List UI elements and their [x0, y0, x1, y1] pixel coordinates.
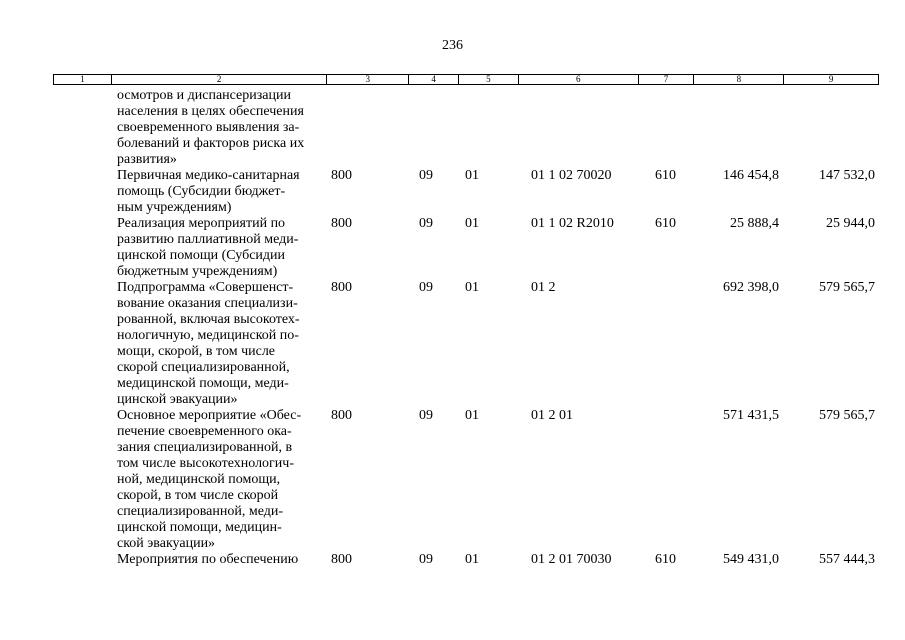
row-c6: 01 2 [531, 280, 556, 295]
row-c7: 610 [655, 552, 676, 567]
row-c9: 147 532,0 [819, 168, 875, 183]
table-body [53, 88, 879, 568]
row-c8: 692 398,0 [723, 280, 779, 295]
row-name: Первичная медико-санитарная помощь (Субсидии бюджет- ным учреждениям) [117, 168, 300, 215]
header-col-6: 6 [519, 75, 639, 84]
row-c4: 09 [419, 552, 433, 567]
header-col-9: 9 [828, 74, 834, 84]
table-row [53, 88, 879, 168]
row-name: Мероприятия по обеспечению [117, 552, 299, 567]
row-c9: 579 565,7 [819, 280, 875, 295]
row-name: Подпрограмма «Совершенст- вование оказания специализи- рованной, включая высокотех- нологичную, медицинской по- мощи, скорой, в том числе скорой специализированной, медицинской помощи, меди- цинской эвакуации» [117, 280, 300, 407]
row-c4: 09 [419, 280, 433, 295]
header-col-4: 4 [409, 75, 459, 84]
row-c4: 09 [419, 408, 433, 423]
row-c9: 25 944,0 [826, 216, 875, 231]
row-name: Реализация мероприятий по развитию паллиативной меди- цинской помощи (Субсидии бюджетным учреждениям) [117, 216, 299, 279]
header-col-1: 1 [54, 75, 112, 84]
row-c6: 01 2 01 70030 [531, 552, 612, 567]
row-c5: 01 [465, 552, 479, 567]
row-c5: 01 [465, 408, 479, 423]
row-c9: 579 565,7 [819, 408, 875, 423]
header-col-8: 8 [694, 75, 784, 84]
row-name: Основное мероприятие «Обес- печение своевременного ока- зания специализированной, в том числе высокотехнологич- ной, медицинской помощи, скорой, в том числе скорой специализированной, меди- цинской помощи, медицин- ской эвакуации» [117, 408, 302, 551]
row-c3: 800 [331, 280, 352, 295]
row-c4: 09 [419, 168, 433, 183]
row-c3: 800 [331, 408, 352, 423]
row-c6: 01 1 02 70020 [531, 168, 612, 183]
header-col-5: 5 [459, 75, 519, 84]
row-c8: 146 454,8 [723, 168, 779, 183]
row-c6: 01 2 01 [531, 408, 573, 423]
row-c9: 557 444,3 [819, 552, 875, 567]
table-row [53, 408, 879, 552]
header-col-3: 3 [327, 75, 409, 84]
row-c5: 01 [465, 280, 479, 295]
table-row [53, 168, 879, 216]
row-c3: 800 [331, 168, 352, 183]
row-c8: 549 431,0 [723, 552, 779, 567]
row-c8: 25 888,4 [730, 216, 779, 231]
row-c7: 610 [655, 168, 676, 183]
page-number: 236 [442, 38, 463, 53]
row-c5: 01 [465, 216, 479, 231]
table-row [53, 552, 879, 568]
row-c7: 610 [655, 216, 676, 231]
row-c3: 800 [331, 216, 352, 231]
row-c3: 800 [331, 552, 352, 567]
row-c6: 01 1 02 R2010 [531, 216, 614, 231]
table-row [53, 280, 879, 408]
row-c4: 09 [419, 216, 433, 231]
row-c8: 571 431,5 [723, 408, 779, 423]
table-header [53, 74, 879, 85]
table-row [53, 216, 879, 280]
row-name: осмотров и диспансеризации населения в целях обеспечения своевременного выявления за- болеваний и факторов риска их развития» [117, 88, 305, 167]
header-col-7: 7 [639, 75, 695, 84]
row-c5: 01 [465, 168, 479, 183]
header-col-2: 2 [112, 75, 327, 84]
